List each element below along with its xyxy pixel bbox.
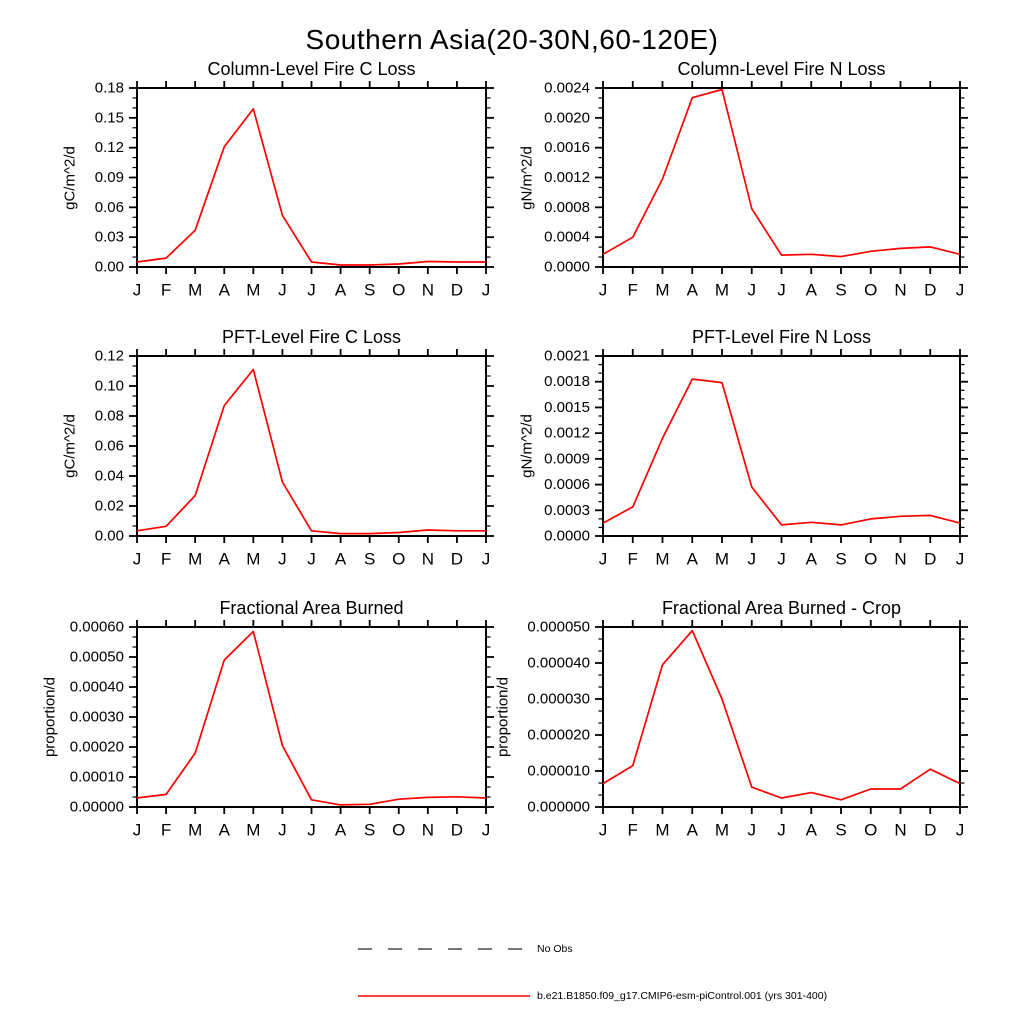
y-tick-label: 0.00050	[69, 648, 124, 666]
y-axis-label: gC/m^2/d	[61, 146, 79, 210]
y-tick-label: 0.0003	[544, 501, 590, 519]
chart-panel-column-level-fire-n-loss	[544, 80, 968, 300]
y-tick-label: 0.0021	[544, 347, 590, 365]
y-tick-label: 0.0024	[544, 79, 590, 97]
x-tick-label: M	[188, 820, 203, 840]
x-tick-label: O	[864, 549, 878, 569]
x-tick-label: A	[218, 820, 230, 840]
legend-label-model-run: b.e21.B1850.f09_g17.CMIP6-esm-piControl.001 (yrs 301-400)	[537, 990, 828, 1002]
y-tick-label: 0.06	[94, 198, 124, 216]
y-tick-label: 0.00020	[69, 738, 124, 756]
panel-title-fractional-area-burned: Fractional Area Burned	[219, 598, 404, 618]
y-tick-label: 0.09	[94, 169, 124, 186]
y-tick-label: 0.000000	[527, 798, 590, 816]
y-axis-label: proportion/d	[41, 676, 59, 758]
x-tick-label: S	[363, 280, 376, 300]
series-line	[137, 370, 486, 534]
y-tick-label: 0.18	[94, 79, 124, 97]
y-tick-label: 0.00000	[69, 798, 124, 816]
x-tick-label: J	[132, 549, 142, 569]
x-tick-label: N	[894, 280, 907, 300]
y-tick-label: 0.12	[94, 347, 124, 365]
chart-panel-pft-level-fire-n-loss	[544, 348, 968, 569]
x-tick-label: J	[307, 549, 316, 569]
chart-panel-pft-level-fire-c-loss	[95, 348, 494, 569]
series-line	[603, 90, 960, 257]
x-tick-label: N	[894, 820, 907, 840]
x-tick-label: S	[835, 820, 847, 840]
x-tick-label: J	[307, 820, 316, 840]
x-tick-label: N	[421, 549, 434, 569]
x-tick-label: F	[627, 820, 638, 840]
x-tick-label: N	[421, 820, 434, 840]
x-tick-label: J	[955, 549, 965, 569]
x-tick-label: M	[246, 280, 261, 300]
series-line	[137, 109, 486, 265]
x-tick-label: D	[924, 820, 937, 840]
y-tick-label: 0.00040	[69, 678, 124, 696]
x-tick-label: M	[655, 280, 670, 300]
y-tick-label: 0.00060	[69, 618, 124, 636]
x-tick-label: J	[598, 280, 608, 300]
y-tick-label: 0.000020	[527, 726, 590, 744]
y-tick-label: 0.00	[94, 527, 124, 545]
x-tick-label: N	[421, 280, 434, 300]
x-tick-label: J	[132, 820, 142, 840]
y-tick-label: 0.0006	[544, 476, 590, 494]
x-tick-label: F	[627, 549, 638, 569]
x-tick-label: J	[481, 280, 491, 300]
y-tick-label: 0.0004	[544, 228, 590, 246]
y-tick-label: 0.000010	[527, 762, 590, 780]
x-tick-label: S	[835, 549, 847, 569]
x-tick-label: D	[924, 549, 937, 569]
x-tick-label: F	[160, 280, 172, 300]
x-tick-label: M	[188, 280, 203, 300]
y-tick-label: 0.0012	[544, 424, 590, 442]
x-tick-label: O	[864, 280, 878, 300]
chart-panel-fractional-area-burned	[70, 619, 494, 840]
x-tick-label: O	[864, 820, 878, 840]
y-tick-label: 0.0015	[544, 398, 590, 416]
x-tick-label: A	[686, 549, 698, 569]
y-tick-label: 0.0020	[544, 109, 590, 127]
x-tick-label: A	[805, 280, 817, 300]
y-tick-label: 0.000040	[527, 654, 590, 672]
x-tick-label: J	[598, 549, 608, 569]
y-axis-label: gN/m^2/d	[518, 146, 536, 210]
x-tick-label: N	[894, 549, 907, 569]
series-line	[137, 632, 486, 805]
x-tick-label: D	[924, 280, 937, 300]
panel-title-column-fire-c-loss: Column-Level Fire C Loss	[207, 59, 416, 79]
y-tick-label: 0.06	[94, 437, 124, 455]
x-tick-label: J	[955, 280, 965, 300]
x-tick-label: F	[160, 549, 172, 569]
x-tick-label: M	[714, 549, 730, 569]
x-tick-label: J	[278, 820, 287, 840]
x-tick-label: A	[334, 820, 347, 840]
x-tick-label: O	[392, 549, 406, 569]
x-tick-label: M	[246, 820, 261, 840]
x-tick-label: J	[777, 549, 786, 569]
x-tick-label: M	[655, 549, 670, 569]
x-tick-label: J	[481, 549, 491, 569]
y-tick-label: 0.0016	[544, 139, 590, 157]
x-tick-label: J	[777, 820, 786, 840]
x-tick-label: A	[334, 549, 347, 569]
x-tick-label: J	[777, 280, 786, 300]
x-tick-label: J	[278, 280, 287, 300]
x-tick-label: S	[363, 820, 376, 840]
y-axis-label: gC/m^2/d	[61, 414, 79, 478]
x-tick-label: O	[392, 280, 406, 300]
chart-panel-column-level-fire-c-loss	[95, 80, 494, 300]
x-tick-label: J	[747, 549, 756, 569]
x-tick-label: M	[655, 820, 670, 840]
x-tick-label: J	[481, 820, 491, 840]
x-tick-label: A	[218, 549, 230, 569]
x-tick-label: D	[450, 549, 464, 569]
chart-panel-fractional-area-burned-crop	[527, 619, 968, 840]
panel-title-column-fire-n-loss: Column-Level Fire N Loss	[677, 59, 886, 79]
y-tick-label: 0.0012	[544, 169, 590, 186]
y-tick-label: 0.15	[94, 109, 124, 127]
x-tick-label: A	[686, 820, 698, 840]
y-tick-label: 0.0000	[544, 258, 590, 276]
y-tick-label: 0.000050	[527, 618, 590, 636]
panel-title-pft-fire-n-loss: PFT-Level Fire N Loss	[691, 327, 872, 347]
x-tick-label: J	[747, 820, 756, 840]
y-tick-label: 0.00030	[69, 708, 124, 726]
x-tick-label: A	[805, 549, 817, 569]
x-tick-label: A	[805, 820, 817, 840]
y-tick-label: 0.0018	[544, 373, 590, 391]
x-tick-label: A	[686, 280, 698, 300]
y-tick-label: 0.000030	[527, 690, 590, 708]
y-tick-label: 0.00	[94, 258, 124, 276]
x-tick-label: J	[132, 280, 142, 300]
x-tick-label: F	[160, 820, 172, 840]
x-tick-label: D	[450, 280, 464, 300]
x-tick-label: A	[218, 280, 230, 300]
figure-title: Southern Asia(20-30N,60-120E)	[305, 24, 719, 55]
x-tick-label: O	[392, 820, 406, 840]
y-tick-label: 0.0009	[544, 450, 590, 468]
x-tick-label: M	[714, 280, 730, 300]
y-axis-label: proportion/d	[494, 676, 512, 758]
x-tick-label: J	[955, 820, 965, 840]
x-tick-label: M	[188, 549, 203, 569]
legend-label-no-obs: No Obs	[537, 943, 573, 955]
x-tick-label: F	[627, 280, 638, 300]
panel-title-pft-fire-c-loss: PFT-Level Fire C Loss	[221, 327, 402, 347]
x-tick-label: J	[307, 280, 316, 300]
y-tick-label: 0.03	[94, 228, 124, 246]
y-tick-label: 0.0000	[544, 527, 590, 545]
y-axis-label: gN/m^2/d	[518, 414, 536, 478]
x-tick-label: D	[450, 820, 464, 840]
y-tick-label: 0.10	[94, 377, 124, 395]
x-tick-label: J	[278, 549, 287, 569]
y-tick-label: 0.02	[94, 497, 124, 515]
x-tick-label: S	[835, 280, 847, 300]
x-tick-label: J	[747, 280, 756, 300]
y-tick-label: 0.00010	[69, 768, 124, 786]
y-tick-label: 0.08	[94, 407, 124, 425]
series-line	[603, 379, 960, 525]
panel-title-fractional-area-burned-crop: Fractional Area Burned - Crop	[661, 598, 902, 618]
y-tick-label: 0.04	[94, 467, 124, 485]
x-tick-label: M	[246, 549, 261, 569]
x-tick-label: S	[363, 549, 376, 569]
x-tick-label: M	[714, 820, 730, 840]
y-tick-label: 0.0008	[544, 198, 590, 216]
series-line	[603, 631, 960, 800]
x-tick-label: J	[598, 820, 608, 840]
x-tick-label: A	[334, 280, 347, 300]
y-tick-label: 0.12	[94, 139, 124, 157]
